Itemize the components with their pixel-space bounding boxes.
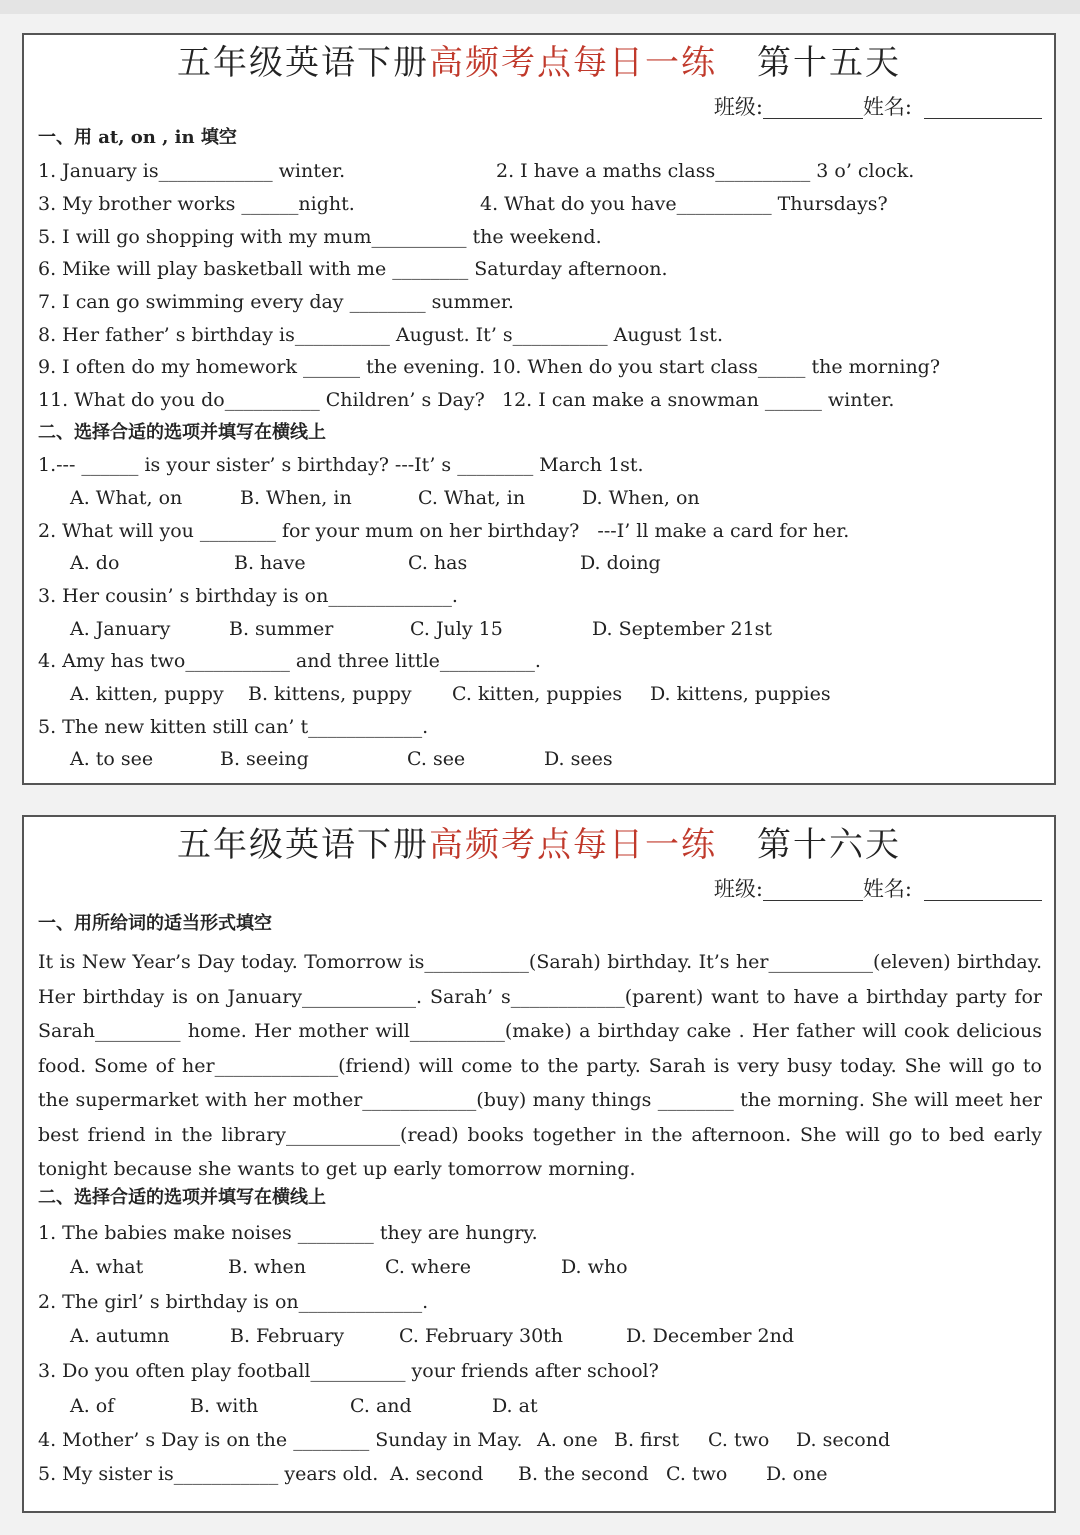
option: B. February (230, 1325, 345, 1347)
option: D. one (766, 1463, 828, 1485)
option: C. kitten, puppies (452, 683, 623, 705)
option: A. January (70, 618, 171, 640)
worksheet-title (24, 39, 1054, 87)
option: A. What, on (70, 487, 183, 509)
option: B. When, in (240, 487, 352, 509)
worksheet-day-16 (22, 815, 1056, 1513)
title-highlight: 高频考点每日一练 (429, 825, 717, 865)
question-line: 3. Her cousin’ s birthday is on_____________. (38, 585, 458, 607)
option: C. July 15 (410, 618, 503, 640)
option: C. February 30th (399, 1325, 564, 1347)
option: A. second (390, 1463, 484, 1485)
option: C. where (385, 1256, 472, 1278)
question-line: 7. I can go swimming every day ________ summer. (38, 291, 514, 313)
question-line: 5. My sister is___________ years old. (38, 1463, 379, 1485)
question-line: 1.--- ______ is your sister’ s birthday? ---It’ s ________ March 1st. (38, 454, 644, 476)
section-heading: 一、用所给词的适当形式填空 (38, 913, 272, 934)
option: D. When, on (582, 487, 700, 509)
name-field[interactable] (924, 880, 1042, 901)
question-line: 2. I have a maths class__________ 3 o’ clock. (496, 160, 915, 182)
option: D. September 21st (592, 618, 773, 640)
name-field[interactable] (924, 98, 1042, 119)
option: B. kittens, puppy (248, 683, 412, 705)
option: D. doing (580, 552, 661, 574)
option: B. the second (518, 1463, 649, 1485)
section-heading: 二、选择合适的选项并填写在横线上 (38, 422, 326, 443)
option: C. has (408, 552, 468, 574)
option: A. kitten, puppy (70, 683, 224, 705)
option: B. with (190, 1395, 259, 1417)
name-label: 姓名: (862, 877, 912, 901)
name-label: 姓名: (862, 95, 912, 119)
option: A. autumn (70, 1325, 170, 1347)
title-day: 第十六天 (757, 825, 901, 865)
option: C. two (708, 1429, 770, 1451)
option: D. kittens, puppies (650, 683, 831, 705)
question-line: 12. I can make a snowman ______ winter. (502, 389, 895, 411)
option: C. see (407, 748, 466, 770)
question-line: 8. Her father’ s birthday is__________ August. It’ s__________ August 1st. (38, 324, 723, 346)
class-field[interactable] (763, 880, 863, 901)
option: D. sees (544, 748, 613, 770)
title-main: 五年级英语下册 (177, 825, 429, 865)
question-line: 4. What do you have__________ Thursdays? (480, 193, 888, 215)
question-line: 2. What will you ________ for your mum on her birthday? ---I’ ll make a card for her. (38, 520, 850, 542)
option: C. and (350, 1395, 412, 1417)
section-heading: 二、选择合适的选项并填写在横线上 (38, 1187, 326, 1208)
worksheet-title (24, 821, 1054, 869)
worksheet-day-15 (22, 33, 1056, 785)
option: D. second (796, 1429, 891, 1451)
class-field[interactable] (763, 98, 863, 119)
class-name-row (714, 91, 1042, 121)
question-line: 11. What do you do__________ Children’ s Day? (38, 389, 485, 411)
option: A. one (537, 1429, 598, 1451)
question-line: 9. I often do my homework ______ the evening. 10. When do you start class_____ the morning? (38, 356, 941, 378)
option: D. December 2nd (626, 1325, 795, 1347)
question-line: 3. Do you often play football__________ your friends after school? (38, 1360, 659, 1382)
title-main: 五年级英语下册 (177, 43, 429, 83)
section-heading: 一、用 at, on , in 填空 (38, 127, 237, 148)
option: C. What, in (418, 487, 526, 509)
title-highlight: 高频考点每日一练 (429, 43, 717, 83)
question-line: 4. Amy has two___________ and three little__________. (38, 650, 541, 672)
option: B. seeing (220, 748, 309, 770)
question-line: 5. The new kitten still can’ t____________. (38, 716, 429, 738)
option: A. do (70, 552, 120, 574)
option: B. when (228, 1256, 307, 1278)
option: B. first (614, 1429, 680, 1451)
question-line: 5. I will go shopping with my mum__________ the weekend. (38, 226, 602, 248)
question-line: 2. The girl’ s birthday is on_____________. (38, 1291, 429, 1313)
class-label: 班级: (713, 95, 763, 119)
option: A. to see (70, 748, 154, 770)
question-line: 1. The babies make noises ________ they are hungry. (38, 1222, 538, 1244)
option: B. summer (229, 618, 334, 640)
option: C. two (666, 1463, 728, 1485)
class-name-row (714, 873, 1042, 903)
option: B. have (234, 552, 306, 574)
option: A. what (70, 1256, 144, 1278)
title-day: 第十五天 (757, 43, 901, 83)
class-label: 班级: (713, 877, 763, 901)
cloze-paragraph: It is New Year’s Day today. Tomorrow is___________(Sarah) birthday. It’s her___________(eleven) birthday. Her birthday is on January____________. Sarah’ s____________(parent) want to have a birthday party for Sarah_________ home. Her mother will__________(make) a birthday cake . Her father will cook delicious food. Some of her_____________(friend) will come to the party. Sarah is very busy today. She will go to the supermarket with her mother____________(buy) many things ________ the morning. She will meet her best friend in the library____________(read) books together in the afternoon. She will go to bed early tonight because she wants to get up early tomorrow morning. (38, 951, 1042, 1180)
option: D. who (561, 1256, 628, 1278)
option: D. at (492, 1395, 538, 1417)
top-bar (0, 0, 1080, 14)
question-line: 1. January is____________ winter. (38, 160, 346, 182)
question-line: 3. My brother works ______night. (38, 193, 355, 215)
question-line: 4. Mother’ s Day is on the ________ Sunday in May. (38, 1429, 523, 1451)
question-line: 6. Mike will play basketball with me ________ Saturday afternoon. (38, 258, 668, 280)
option: A. of (70, 1395, 115, 1417)
